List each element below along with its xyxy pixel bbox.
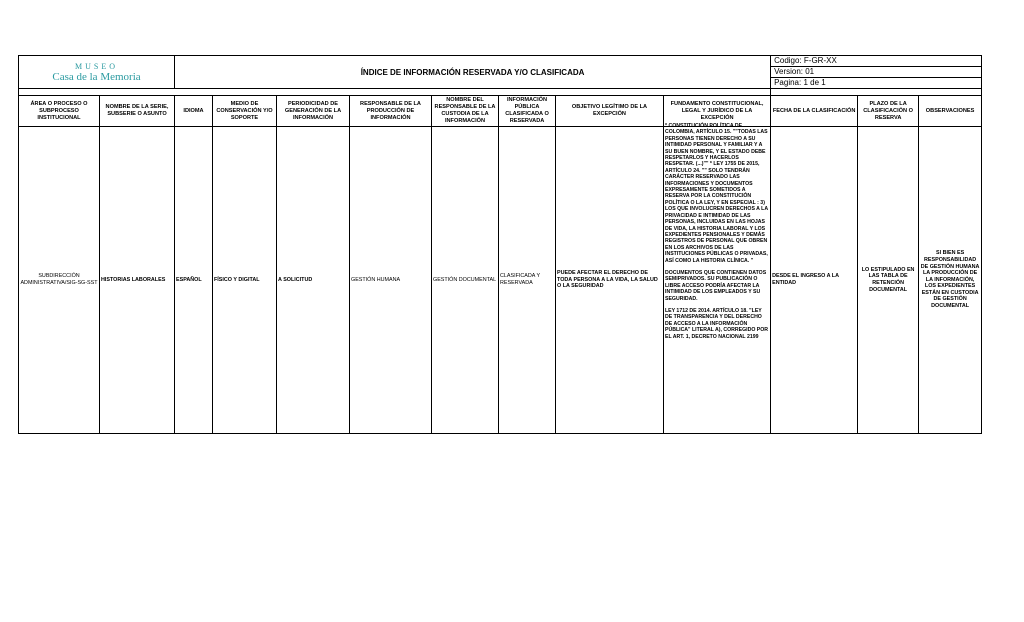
cell-responsable-produccion: GESTIÓN HUMANA: [350, 127, 432, 434]
cell-fecha: DESDE EL INGRESO A LA ENTIDAD: [771, 127, 858, 434]
document-version: Version: 01: [771, 67, 982, 78]
spacer-row: [19, 89, 771, 96]
document-title: ÍNDICE DE INFORMACIÓN RESERVADA Y/O CLASIFICADA: [175, 56, 771, 89]
cell-plazo: LO ESTIPULADO EN LAS TABLA DE RETENCIÓN DOCUMENTAL: [858, 127, 919, 434]
cell-fundamento: [664, 123, 771, 434]
document-page: Pagina: 1 de 1: [771, 78, 982, 89]
column-header: NOMBRE DEL RESPONSABLE DE LA CUSTODIA DE LA INFORMACIÓN: [432, 96, 499, 127]
column-header: OBJETIVO LEGÍTIMO DE LA EXCEPCIÓN: [556, 96, 664, 127]
spacer-row-right: [771, 89, 982, 96]
column-header: FECHA DE LA CLASIFICACIÓN: [771, 96, 858, 127]
reserved-information-index-table: [18, 55, 982, 434]
column-header: IDIOMA: [175, 96, 213, 127]
column-header: MEDIO DE CONSERVACIÓN Y/O SOPORTE: [213, 96, 277, 127]
cell-observaciones: SI BIEN ES RESPONSABILIDAD DE GESTIÓN HUMANA LA PRODUCCIÓN DE LA INFORMACIÓN, LOS EXPEDIENTES ESTÁN EN CUSTODIA DE GESTIÓN DOCUMENTAL: [919, 127, 982, 434]
column-header: ÁREA O PROCESO O SUBPROCESO INSTITUCIONAL: [19, 96, 100, 127]
column-header: NOMBRE DE LA SERIE, SUBSERIE O ASUNTO: [100, 96, 175, 127]
logo-museo-text: MUSEO: [74, 61, 118, 71]
cell-serie: HISTORIAS LABORALES: [100, 127, 175, 434]
cell-area: SUBDIRECCIÓN ADMINISTRATIVA/SIG-SG-SST: [19, 127, 100, 434]
fundamento-paragraph: DOCUMENTOS QUE CONTIENEN DATOS SEMIPRIVADOS. SU PUBLICACIÓN O LIBRE ACCESO PODRÍA AFECTAR LA INTIMIDAD DE LOS EMPLEADOS Y SU SEGURIDAD.: [665, 269, 767, 302]
cell-periodicidad: A SOLICITUD: [277, 127, 350, 434]
column-header-row: [19, 96, 982, 127]
column-header: PERIODICIDAD DE GENERACIÓN DE LA INFORMACIÓN: [277, 96, 350, 127]
cell-responsable-custodia: GESTIÓN DOCUMENTAL: [432, 127, 499, 434]
logo: [19, 56, 175, 89]
column-header: FUNDAMENTO CONSTITUCIONAL, LEGAL Y JURÍDICO DE LA EXCEPCIÓN: [664, 96, 771, 127]
column-header: RESPONSABLE DE LA PRODUCCIÓN DE INFORMACIÓN: [350, 96, 432, 127]
cell-medio: FÍSICO Y DIGITAL: [213, 127, 277, 434]
column-header: OBSERVACIONES: [919, 96, 982, 127]
column-header: PLAZO DE LA CLASIFICACIÓN O RESERVA: [858, 96, 919, 127]
table-row: [19, 127, 982, 434]
fundamento-paragraph: LEY 1712 DE 2014. ARTÍCULO 18. "LEY DE TRANSPARENCIA Y DEL DERECHO DE ACCESO A LA INFORMACIÓN PÚBLICA" LITERAL A), CORREGIDO POR EL ART. 1, DECRETO NACIONAL 2199: [665, 307, 769, 340]
cell-objetivo: PUEDE AFECTAR EL DERECHO DE TODA PERSONA A LA VIDA, LA SALUD O LA SEGURIDAD: [556, 127, 664, 434]
fundamento-paragraph: * CONSTITUCIÓN POLÍTICA DE COLOMBIA, ARTÍCULO 15. ""TODAS LAS PERSONAS TIENEN DERECHO A SU INTIMIDAD PERSONAL Y FAMILIAR Y A SU BUEN NOMBRE, Y EL ESTADO DEBE RESPETARLOS Y HACERLOS RESPETAR. (...)"" * LEY 1755 DE 2015, ARTÍCULO 24. "" SOLO TENDRÁN CARÁCTER RESERVADO LAS INFORMACIONES Y DOCUMENTOS EXPRESAMENTE SOMETIDOS A RESERVA POR LA CONSTITUCIÓN POLÍTICA O LA LEY, Y EN ESPECIAL : 3) LOS QUE INVOLUCREN DERECHOS A LA PRIVACIDAD E INTIMIDAD DE LAS PERSONAS, INCLUIDAS EN LAS HOJAS DE VIDA, LA HISTORIA LABORAL Y LOS EXPEDIENTES PENSIONALES Y DEMÁS REGISTROS DE PERSONAL QUE OBREN EN LOS ARCHIVOS DE LAS INSTITUCIONES PÚBLICAS O PRIVADAS, ASÍ COMO LA HISTORIA CLÍNICA. ": [665, 123, 768, 264]
document-code: Codigo: F-GR-XX: [771, 56, 982, 67]
logo-casa-text: Casa de la Memoria: [52, 70, 141, 83]
cell-idioma: ESPAÑOL: [175, 127, 213, 434]
cell-clasificacion: CLASIFICADA Y RESERVADA: [499, 127, 556, 434]
column-header: INFORMACIÓN PÚBLICA CLASIFICADA O RESERVADA: [499, 96, 556, 127]
